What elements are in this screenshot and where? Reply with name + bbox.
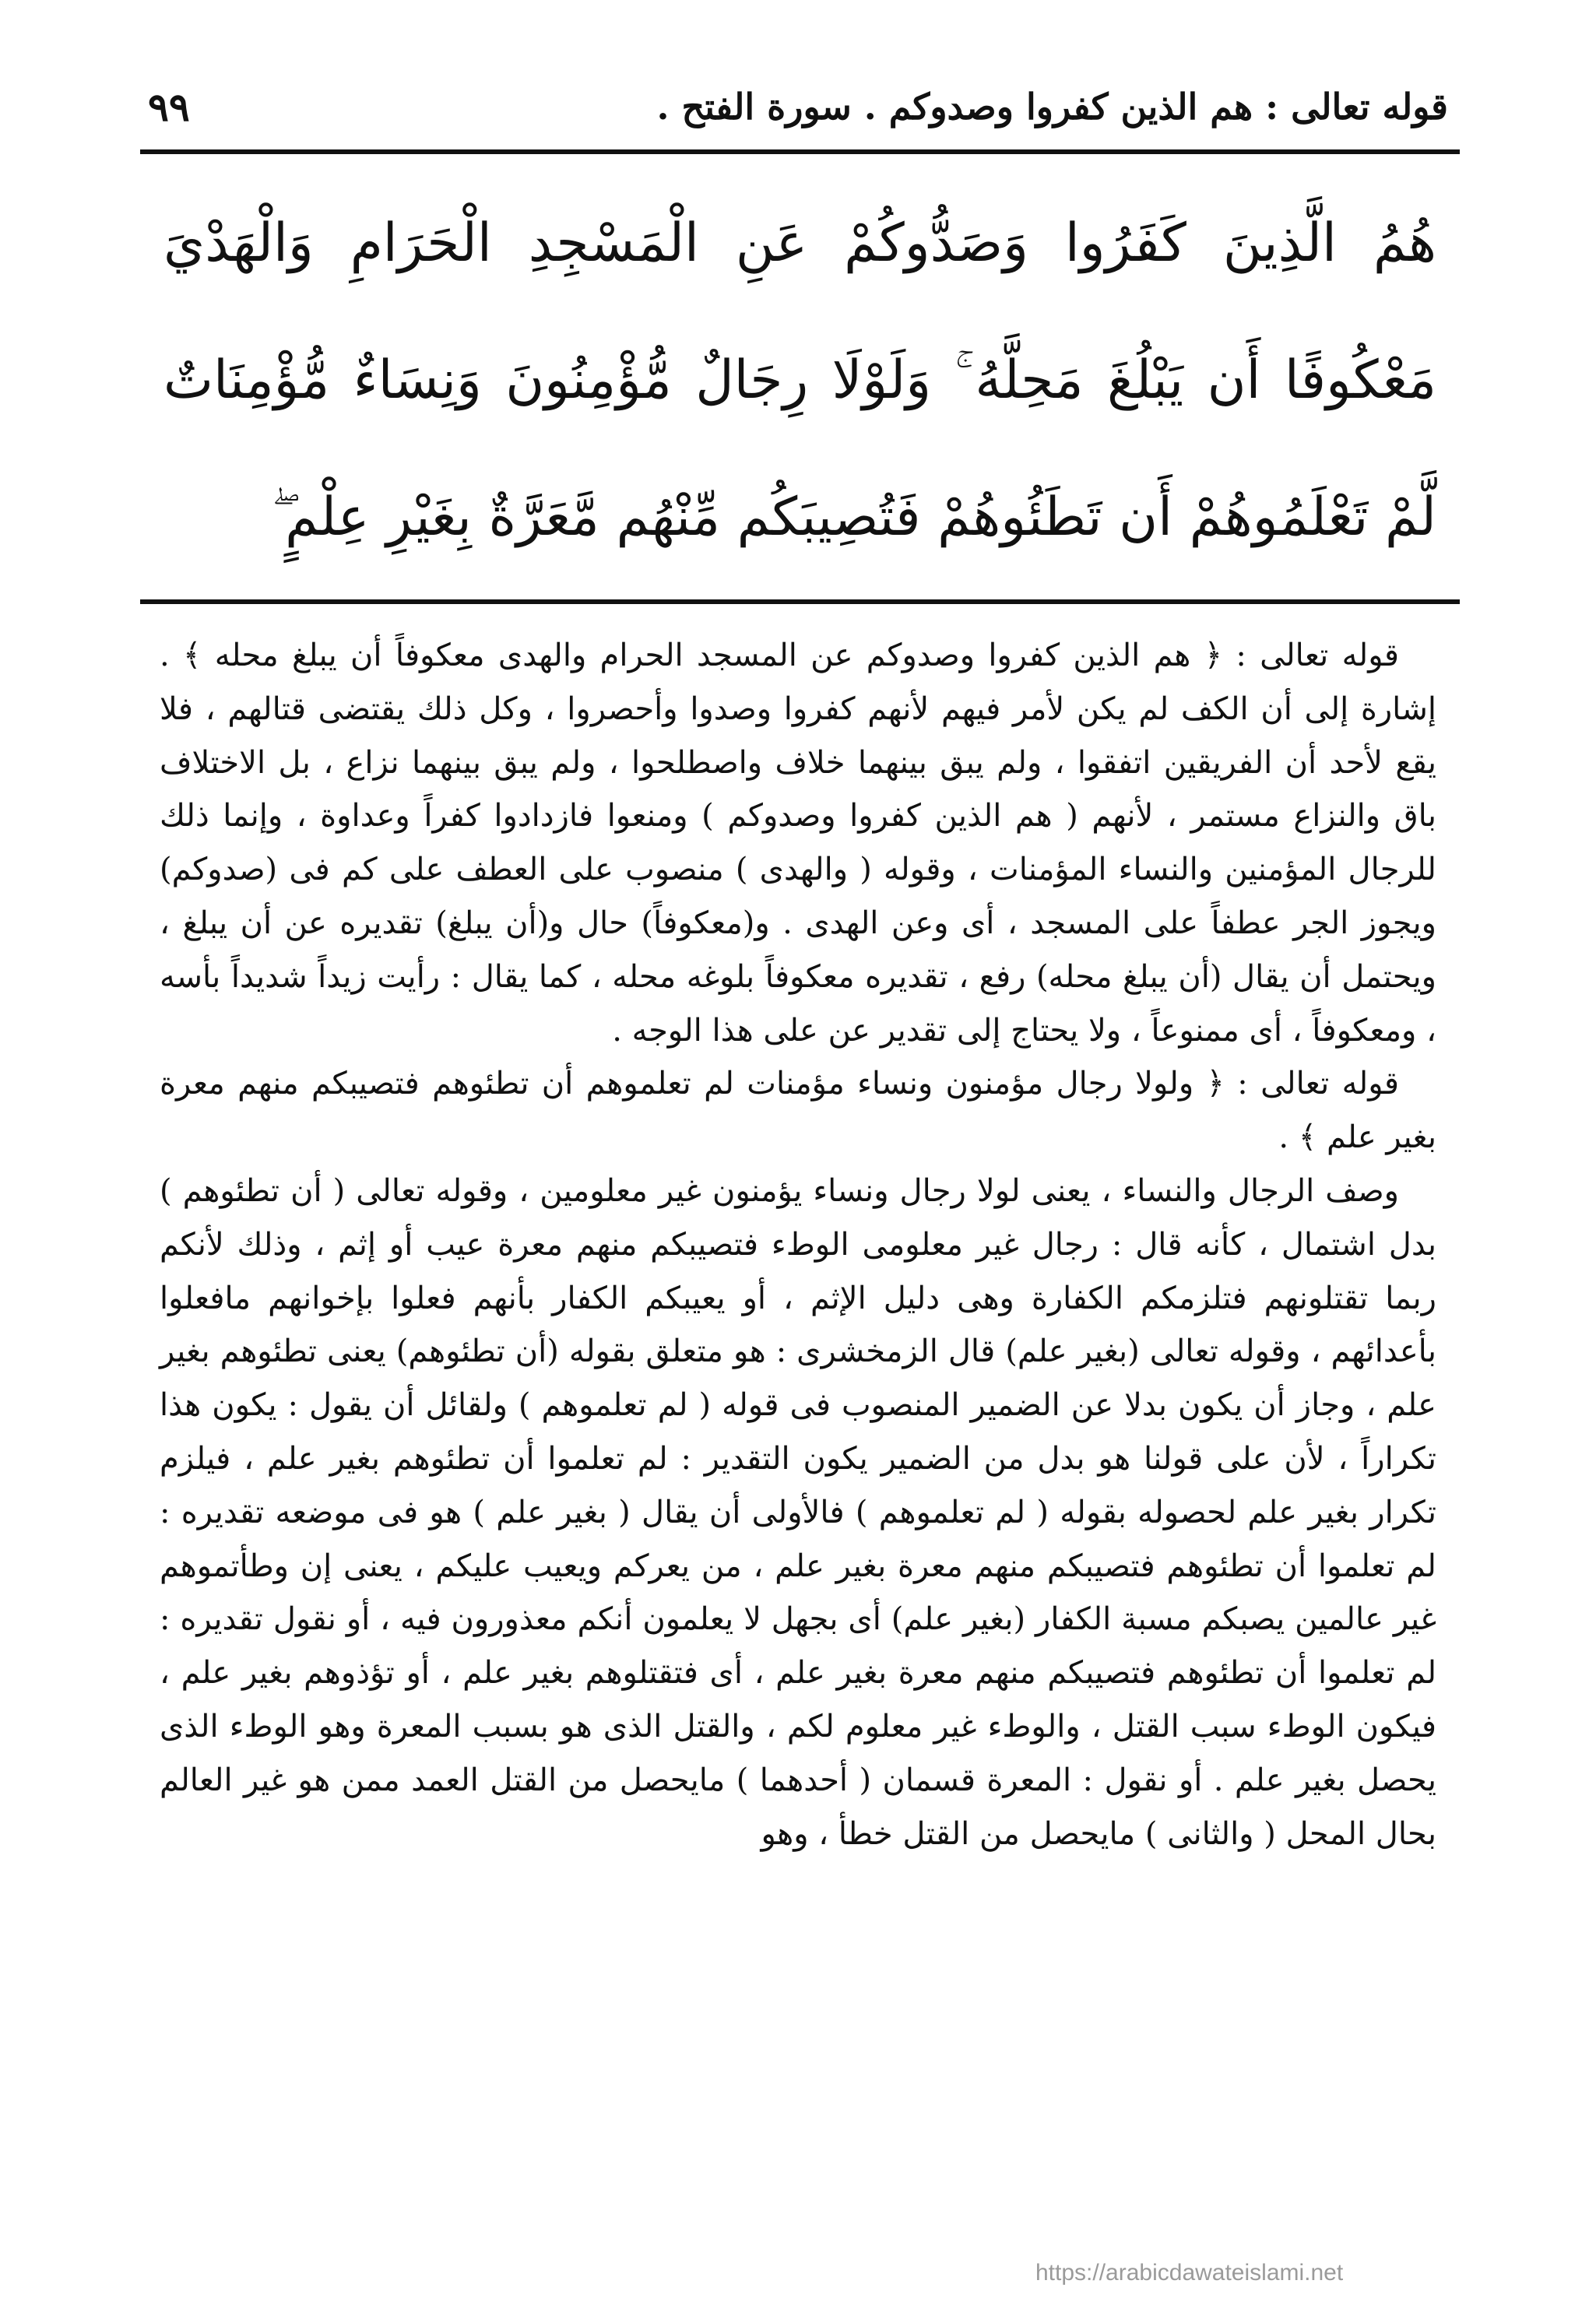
header-rule xyxy=(140,149,1460,154)
page-header xyxy=(148,64,1448,149)
commentary-paragraph-1: قوله تعالى : ﴿ هم الذين كفروا وصدوكم عن المسجد الحرام والهدى معكوفاً أن يبلغ محله ﴾ . إشارة إلى أن الكف لم يكن لأمر فيهم لأنهم كفروا وصدوا وأحصروا ، وكل ذلك يقتضى قتالهم ، فلا يقع لأحد أن الفريقين اتفقوا ، ولم يبق بينهما خلاف واصطلحوا ، ولم يبق بينهما نزاع ، بل الاختلاف باق والنزاع مستمر ، لأنهم ( هم الذين كفروا وصدوكم ) ومنعوا فازدادوا كفراً وعداوة ، وإنما ذلك للرجال المؤمنين والنساء المؤمنات ، وقوله ( والهدى ) منصوب على العطف على كم فى (صدوكم) ويجوز الجر عطفاً على المسجد ، أى وعن الهدى . و(معكوفاً) حال و(أن يبلغ) تقديره عن أن يبلغ ، ويحتمل أن يقال (أن يبلغ محله) رفع ، تقديره معكوفاً بلوغه محله ، كما يقال : رأيت زيداً شديداً بأسه ، ومعكوفاً ، أى ممنوعاً ، ولا يحتاج إلى تقدير عن على هذا الوجه . xyxy=(160,638,1437,1049)
watermark-url: https://arabicdawateislami.net xyxy=(1035,2260,1344,2286)
verse-divider-rule xyxy=(140,599,1460,604)
quran-verse: هُمُ الَّذِينَ كَفَرُوا وَصَدُّوكُمْ عَنِ الْمَسْجِدِ الْحَرَامِ وَالْهَدْيَ مَعْكُوفًا أَن يَبْلُغَ مَحِلَّهُ ۚ وَلَوْلَا رِجَالٌ مُّؤْمِنُونَ وَنِسَاءٌ مُّؤْمِنَاتٌ لَّمْ تَعْلَمُوهُمْ أَن تَطَئُوهُمْ فَتُصِيبَكُم مِّنْهُم مَّعَرَّةٌ بِغَيْرِ عِلْمٍ ۖ xyxy=(163,213,1436,548)
commentary-text xyxy=(160,629,1436,1861)
running-title: قوله تعالى : هم الذين كفروا وصدوكم . سورة الفتح . xyxy=(656,86,1448,128)
commentary-paragraph-2: قوله تعالى : ﴿ ولولا رجال مؤمنون ونساء مؤمنات لم تعلموهم أن تطئوهم فتصيبكم منهم معرة بغير علم ﴾ . xyxy=(160,1066,1436,1156)
page-number: ٩٩ xyxy=(148,83,190,130)
commentary-paragraph-3: وصف الرجال والنساء ، يعنى لولا رجال ونساء يؤمنون غير معلومين ، وقوله تعالى ( أن تطئوهم ) بدل اشتمال ، كأنه قال : رجال غير معلومى الوطء فتصيبكم منهم معرة عيب أو إثم ، وذلك لأنكم ربما تقتلونهم فتلزمكم الكفارة وهى دليل الإثم ، أو يعيبكم الكفار بأنهم فعلوا بإخوانهم مافعلوا بأعدائهم ، وقوله تعالى (بغير علم) قال الزمخشرى : هو متعلق بقوله (أن تطئوهم) يعنى تطئوهم بغير علم ، وجاز أن يكون بدلا عن الضمير المنصوب فى قوله ( لم تعلموهم ) ولقائل أن يقول : يكون هذا تكراراً ، لأن على قولنا هو بدل من الضمير يكون التقدير : لم تعلموا أن تطئوهم بغير علم ، فيلزم تكرار بغير علم لحصوله بقوله ( لم تعلموهم ) فالأولى أن يقال ( بغير علم ) هو فى موضعه تقديره : لم تعلموا أن تطئوهم فتصيبكم منهم معرة بغير علم ، من يعركم ويعيب عليكم ، يعنى إن وطأتموهم غير عالمين يصبكم مسبة الكفار (بغير علم) أى بجهل لا يعلمون أنكم معذورون فيه ، أو نقول تقديره : لم تعلموا أن تطئوهم فتصيبكم منهم معرة بغير علم ، أى فتقتلوهم بغير علم ، أو تؤذوهم بغير علم ، فيكون الوطء سبب القتل ، والوطء غير معلوم لكم ، والقتل الذى هو بسبب المعرة وهو الوطء الذى يحصل بغير علم . أو نقول : المعرة قسمان ( أحدهما ) مايحصل من القتل العمد ممن هو غير العالم بحال المحل ( والثانى ) مايحصل من القتل خطأ ، وهو xyxy=(160,1172,1437,1852)
